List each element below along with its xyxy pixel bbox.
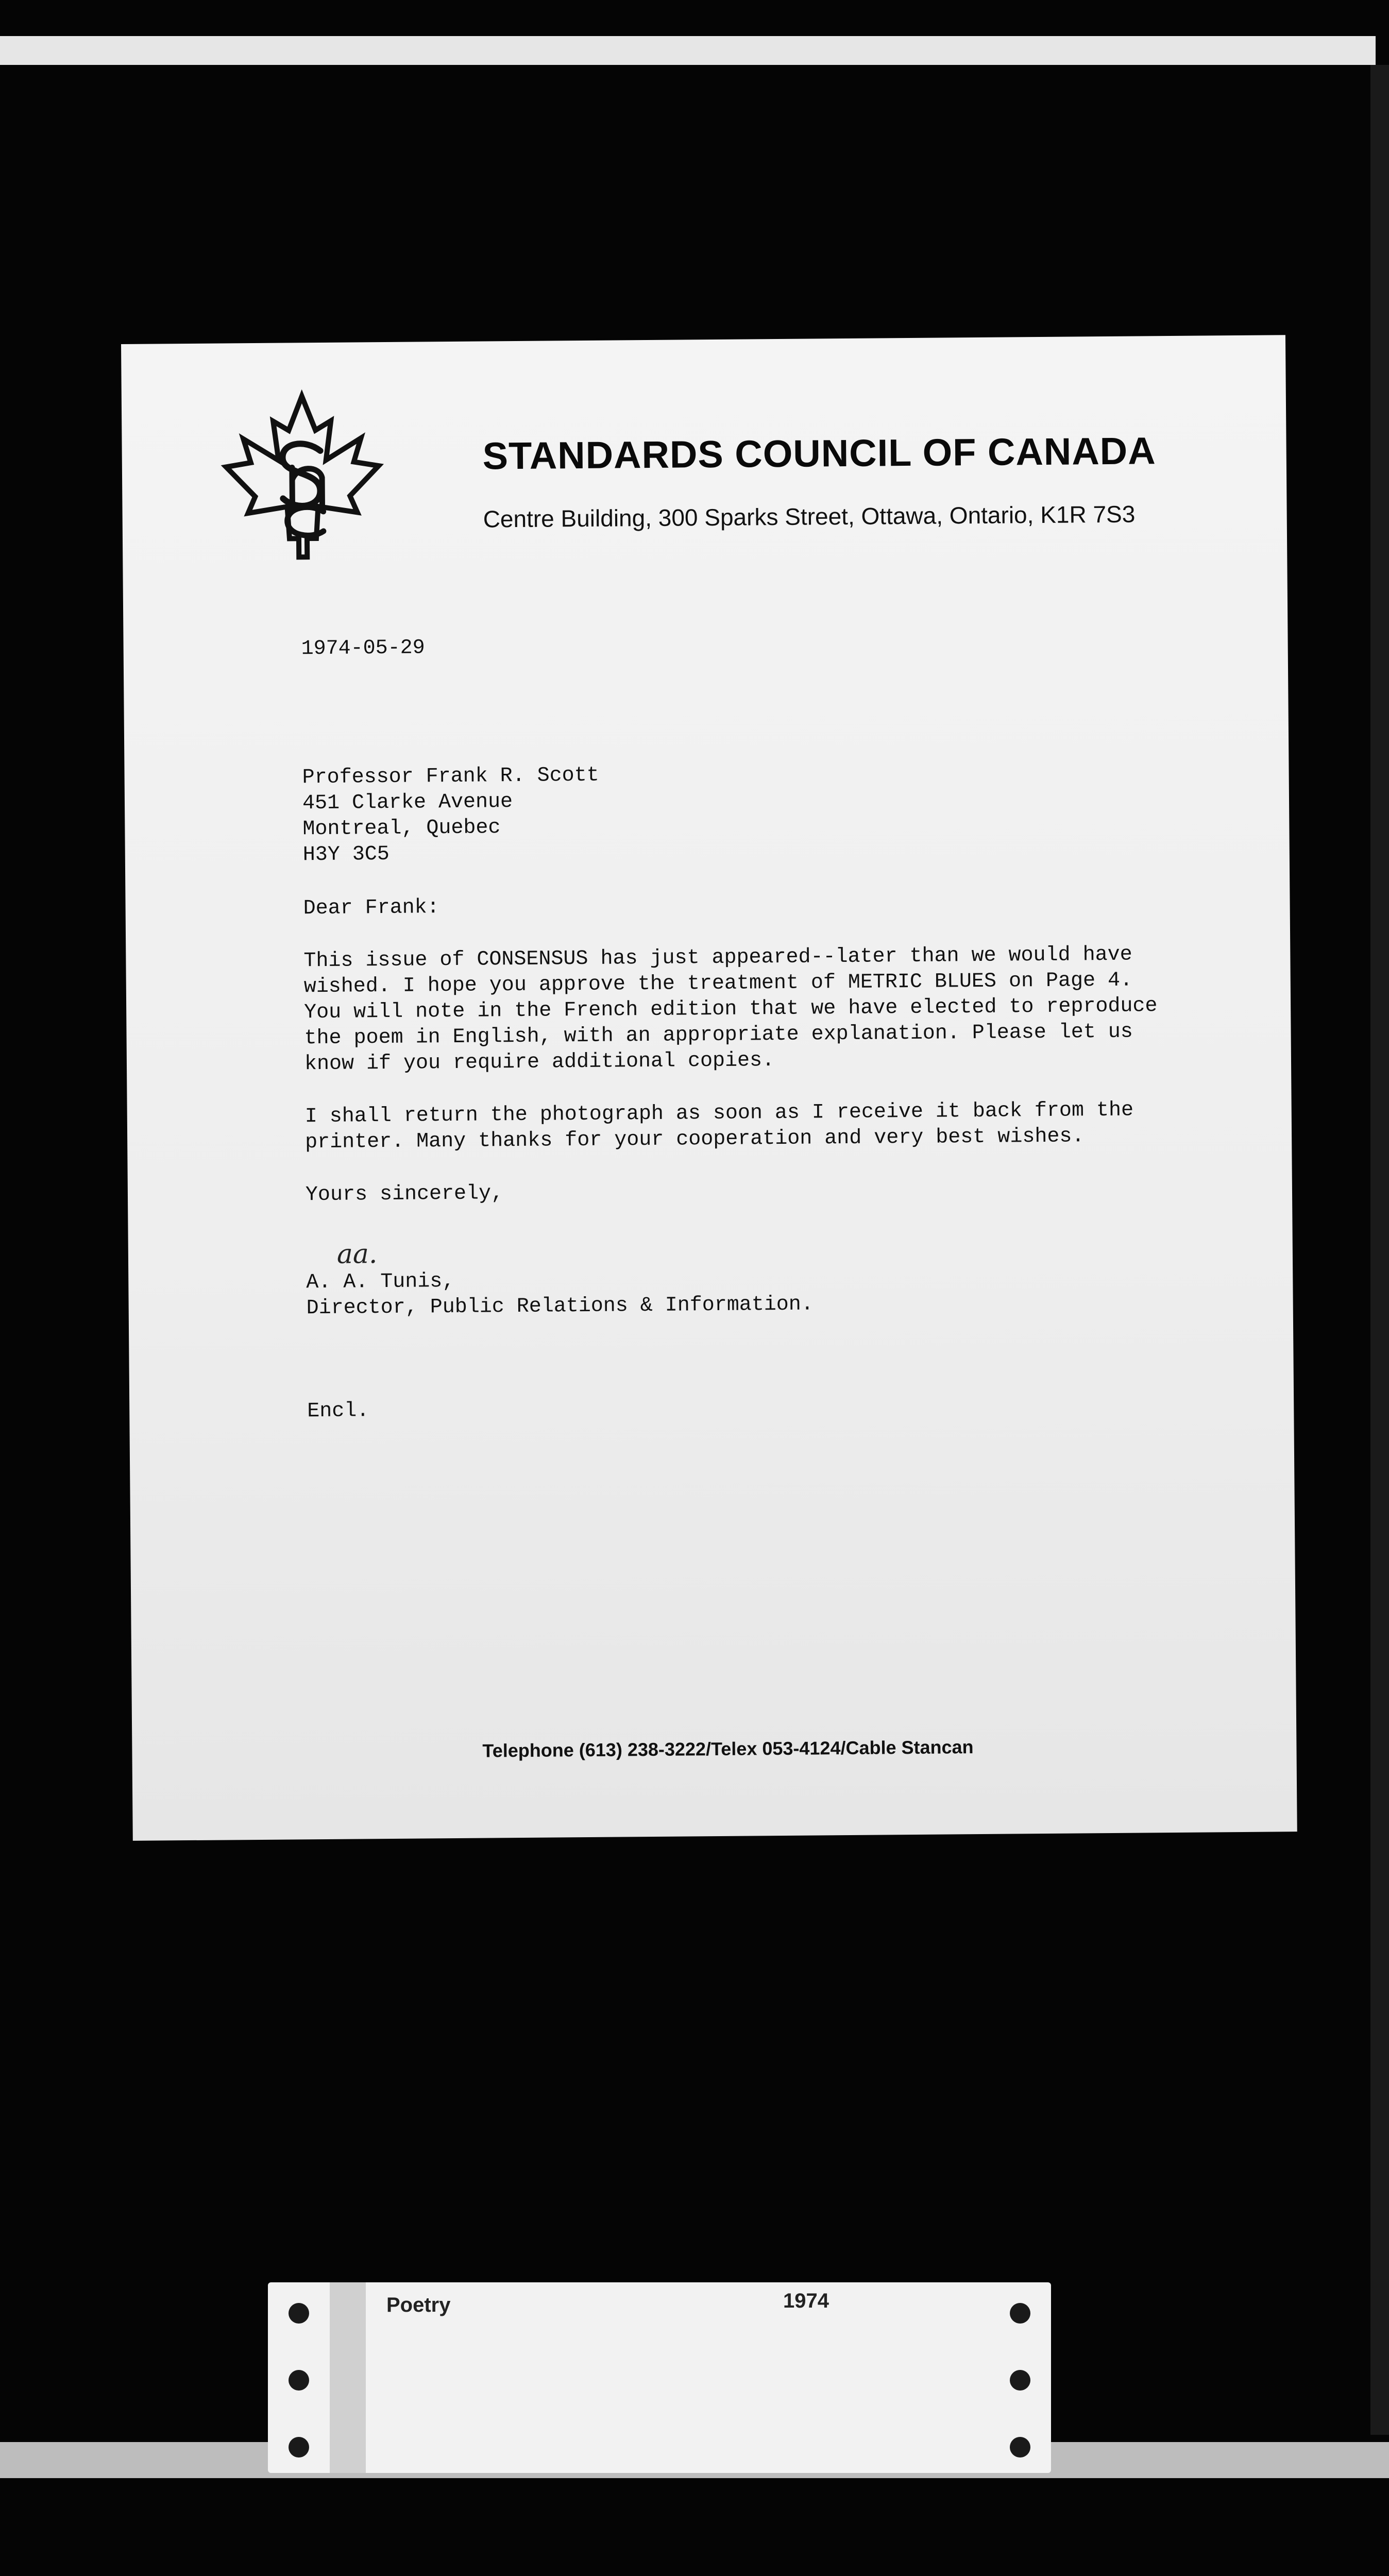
letter-date: 1974-05-29 [301, 636, 425, 661]
film-top-strip [0, 36, 1376, 65]
card-edge [330, 2282, 366, 2473]
organization-name: STANDARDS COUNCIL OF CANADA [482, 429, 1156, 478]
card-subject: Poetry [386, 2294, 451, 2316]
film-right-strip [1370, 65, 1389, 2435]
signer-title: Director, Public Relations & Information. [306, 1293, 814, 1320]
body-paragraph: I shall return the photograph as soon as I receive it back from the printer. Many thanks for your cooperation and very best wishes. [304, 1098, 1134, 1155]
letter-body [301, 630, 1183, 1425]
body-paragraph: This issue of CONSENSUS has just appeared--later than we would have wished. I hope you approve the treatment of METRIC BLUES on Page 4. You will note in the French edition that we have elected to reproduce the poem in English, with an appropriate explanation. Please let us know if you require additional copies. [303, 943, 1158, 1076]
contact-footer: Telephone (613) 238-3222/Telex 053-4124/Cable Stancan [482, 1736, 974, 1761]
recipient-line: H3Y 3C5 [302, 842, 390, 867]
archive-index-card [268, 2282, 1051, 2473]
signer-name: A. A. Tunis, [306, 1269, 455, 1295]
punch-hole [289, 2370, 309, 2391]
recipient-line: Montreal, Quebec [302, 816, 501, 841]
recipient-line: Professor Frank R. Scott [302, 764, 599, 790]
punch-hole [1010, 2303, 1030, 2324]
punch-hole [1010, 2370, 1030, 2391]
recipient-address [302, 758, 1179, 868]
punch-hole [289, 2437, 309, 2458]
recipient-line: 451 Clarke Avenue [302, 790, 513, 816]
punch-hole [289, 2303, 309, 2324]
organization-address: Centre Building, 300 Sparks Street, Ottawa, Ontario, K1R 7S3 [483, 500, 1136, 533]
punch-hole [1010, 2437, 1030, 2458]
card-year: 1974 [783, 2290, 829, 2312]
letter-sheet [121, 335, 1297, 1841]
salutation: Dear Frank: [303, 896, 439, 921]
closing: Yours sincerely, [305, 1182, 504, 1207]
enclosure-note: Encl. [307, 1399, 369, 1423]
maple-leaf-logo-icon [214, 388, 391, 565]
signature-mark: aa. [336, 1239, 378, 1270]
